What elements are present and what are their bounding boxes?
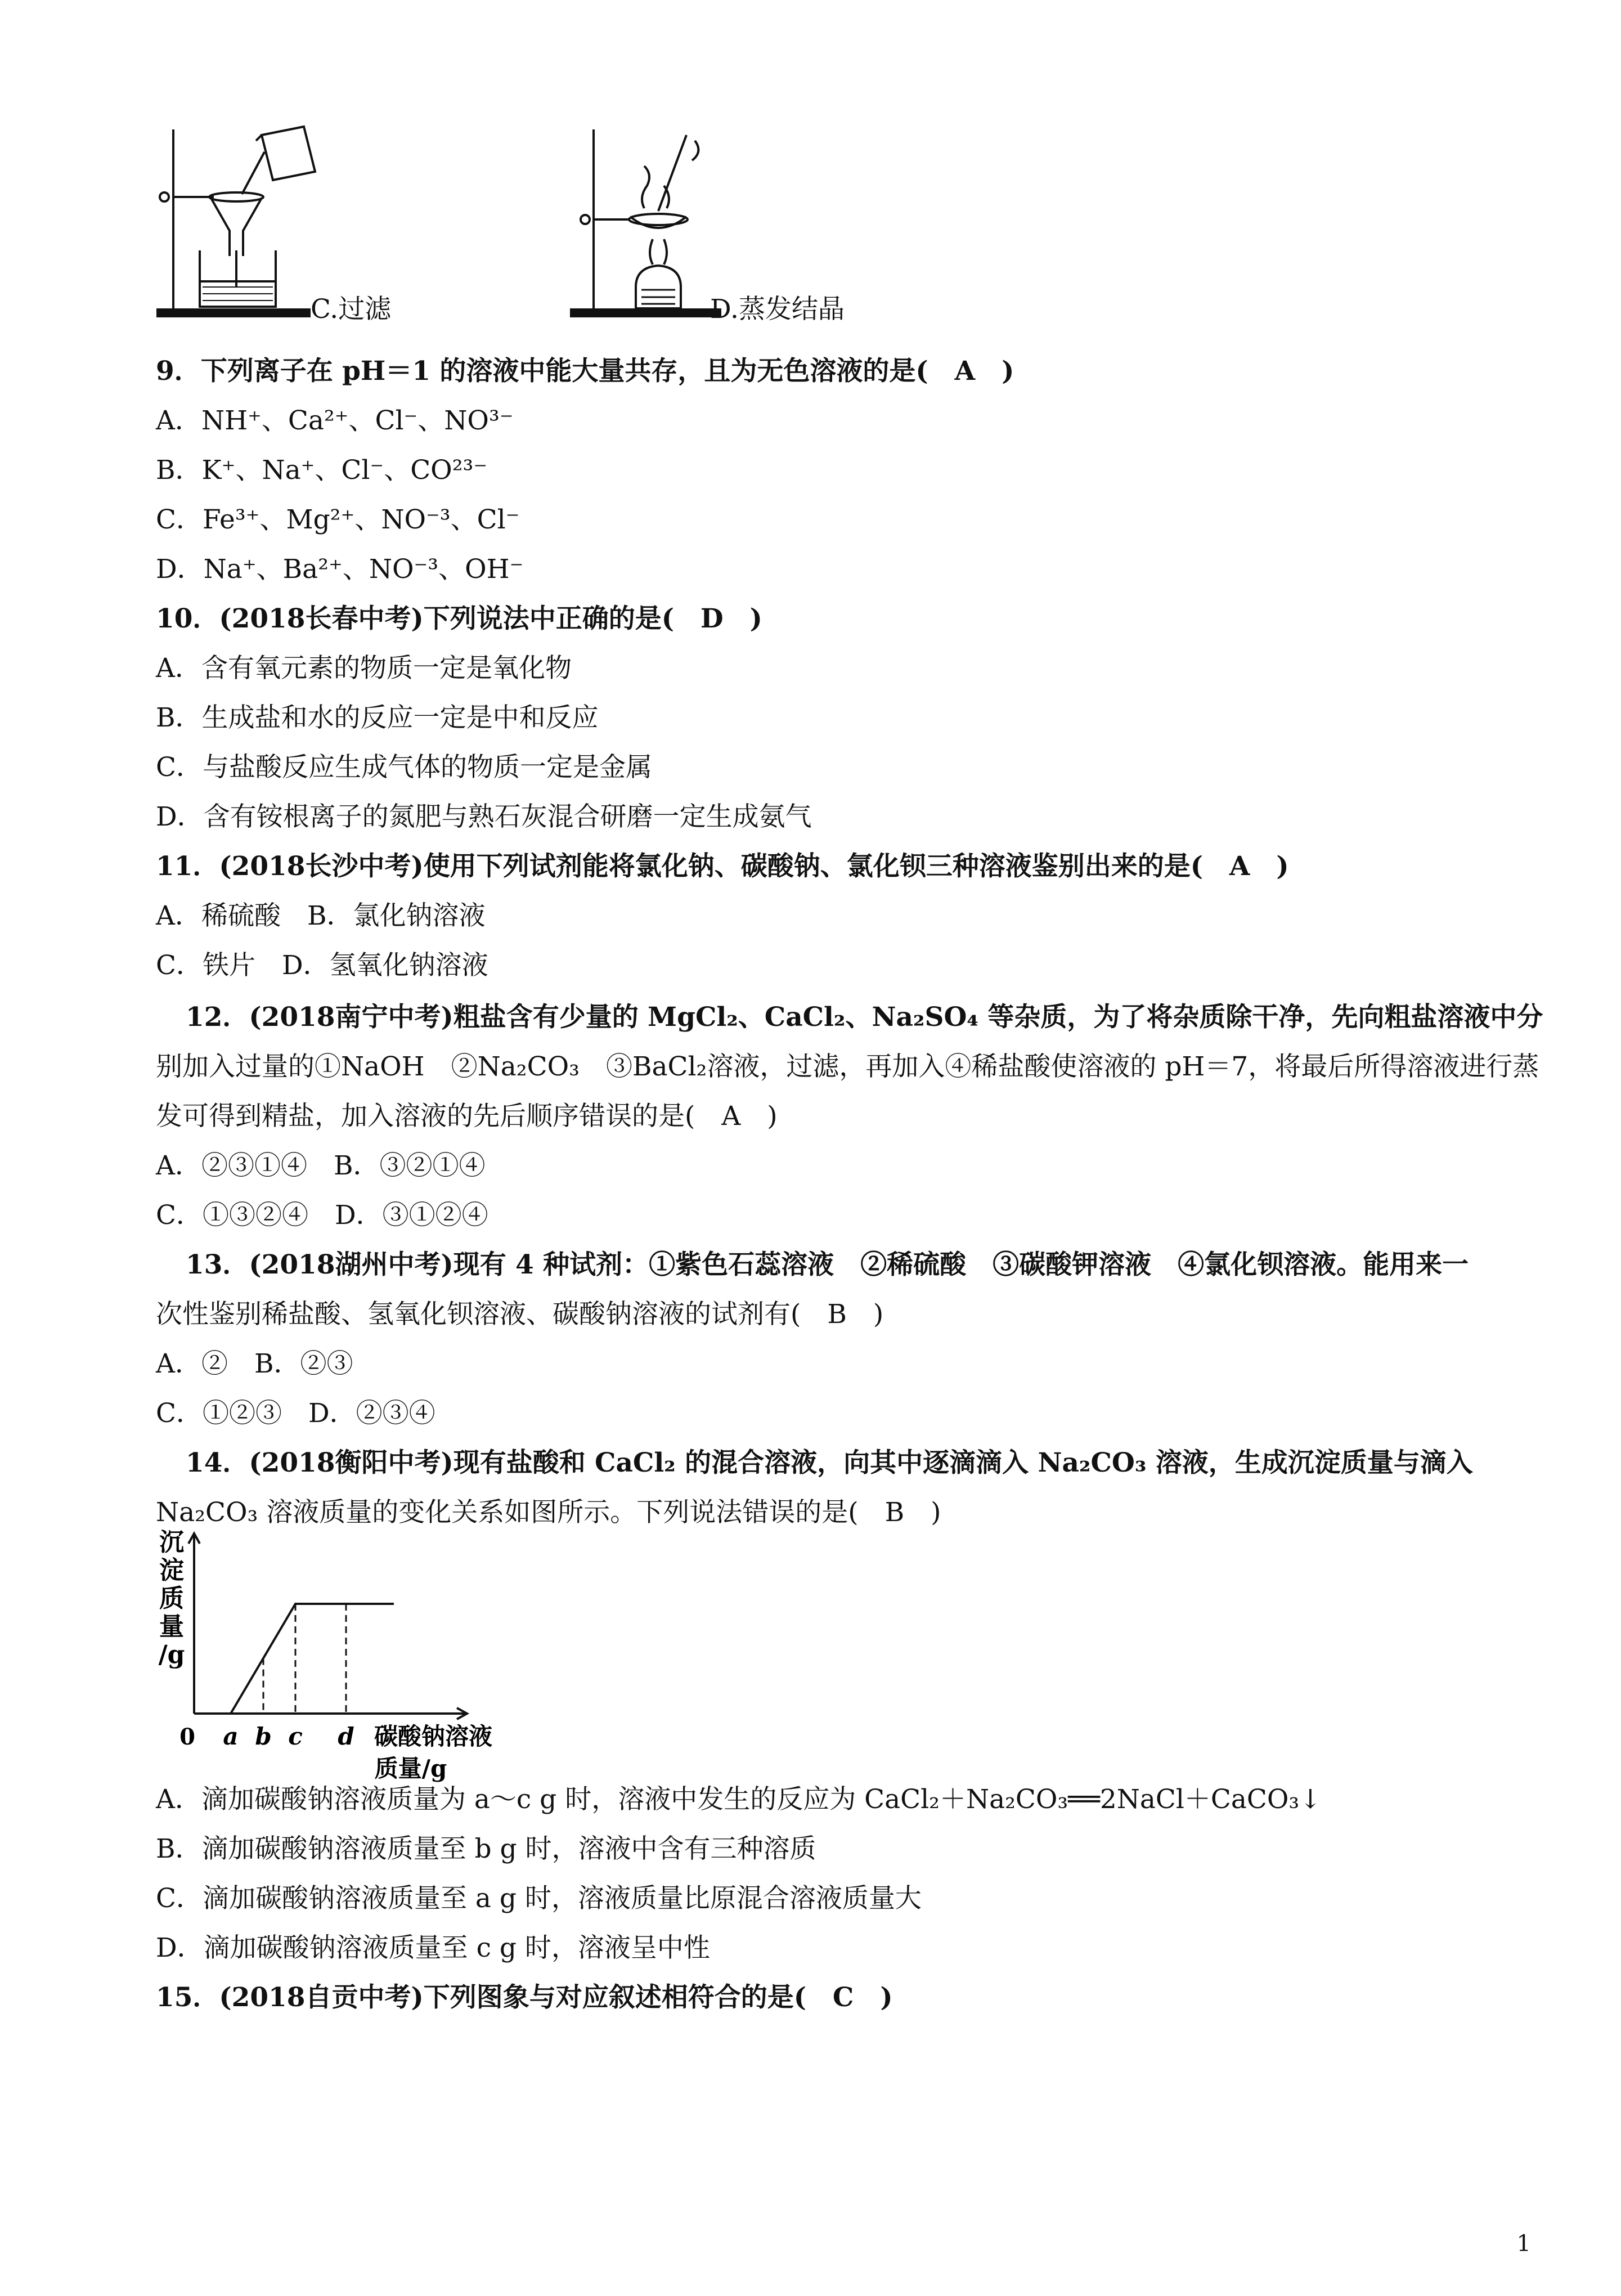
x-tick-label-c: c (288, 1723, 303, 1750)
question-10-stem: 10．(2018长春中考)下列说法中正确的是( D ) (156, 603, 762, 634)
evaporation-figure (568, 118, 731, 321)
question-9-option-b: B．K⁺、Na⁺、Cl⁻、CO²³⁻ (156, 455, 488, 486)
question-10-option-b: B．生成盐和水的反应一定是中和反应 (156, 702, 599, 733)
question-12-options-cd: C．①③②④ D．③①②④ (156, 1200, 488, 1231)
question-14-option-b: B．滴加碳酸钠溶液质量至 b g 时，溶液中含有三种溶质 (156, 1833, 816, 1864)
y-axis-label: 沉 (159, 1528, 184, 1557)
question-12-line-1: 12．(2018南宁中考)粗盐含有少量的 MgCl₂、CaCl₂、Na₂SO₄ 等杂质，为了将杂质除干净，先向粗盐溶液中分 (186, 1002, 1543, 1033)
page-number: 1 (1516, 2231, 1531, 2257)
origin-label: 0 (179, 1724, 195, 1750)
precipitate-series-line (194, 1604, 394, 1714)
question-14-option-d: D．滴加碳酸钠溶液质量至 c g 时，溶液呈中性 (156, 1932, 710, 1963)
question-13-options-ab: A．② B．②③ (156, 1348, 353, 1379)
question-15-stem: 15．(2018自贡中考)下列图象与对应叙述相符合的是( C ) (156, 1982, 893, 2013)
question-13-line-1: 13．(2018湖州中考)现有 4 种试剂：①紫色石蕊溶液 ②稀硫酸 ③碳酸钾溶液 ④氯化钡溶液。能用来一 (186, 1249, 1469, 1280)
y-axis-label: 淀 (159, 1556, 184, 1585)
question-11-options-ab: A．稀硫酸 B．氯化钠溶液 (156, 900, 486, 931)
figure-c-caption: C.过滤 (311, 294, 392, 325)
question-10-option-d: D．含有铵根离子的氮肥与熟石灰混合研磨一定生成氨气 (156, 801, 812, 832)
question-14-line-1: 14．(2018衡阳中考)现有盐酸和 CaCl₂ 的混合溶液，向其中逐滴滴入 Na₂CO₃ 溶液，生成沉淀质量与滴入 (186, 1447, 1473, 1478)
y-axis-label: 质 (159, 1584, 184, 1613)
x-axis-label-line-1: 碳酸钠溶液 (374, 1723, 493, 1750)
question-13-line-2: 次性鉴别稀盐酸、氢氧化钡溶液、碳酸钠溶液的试剂有( B ) (156, 1299, 884, 1330)
question-12-line-3: 发可得到精盐，加入溶液的先后顺序错误的是( A ) (156, 1101, 778, 1132)
question-9-option-a: A．NH⁺、Ca²⁺、Cl⁻、NO³⁻ (156, 405, 514, 436)
x-tick-label-d: d (338, 1723, 354, 1750)
x-axis-label-line-2: 质量/g (374, 1755, 447, 1782)
question-10-option-a: A．含有氧元素的物质一定是氧化物 (156, 653, 572, 684)
question-11-stem: 11．(2018长沙中考)使用下列试剂能将氯化钠、碳酸钠、氯化钡三种溶液鉴别出来的是( A ) (156, 851, 1289, 882)
question-12-options-ab: A．②③①④ B．③②①④ (156, 1150, 486, 1181)
y-axis-label: 量 (159, 1612, 184, 1641)
filtration-figure (152, 118, 321, 321)
question-13-options-cd: C．①②③ D．②③④ (156, 1398, 435, 1429)
figure-d-caption: D.蒸发结晶 (710, 294, 845, 325)
question-14-option-c: C．滴加碳酸钠溶液质量至 a g 时，溶液质量比原混合溶液质量大 (156, 1883, 922, 1914)
question-14-line-2: Na₂CO₃ 溶液质量的变化关系如图所示。下列说法错误的是( B ) (156, 1497, 941, 1528)
question-14-option-a: A．滴加碳酸钠溶液质量为 a～c g 时，溶液中发生的反应为 CaCl₂＋Na₂CO₃══2NaCl＋CaCO₃↓ (156, 1784, 1322, 1815)
question-9-stem: 9．下列离子在 pH＝1 的溶液中能大量共存，且为无色溶液的是( A ) (156, 356, 1014, 387)
question-9-option-d: D．Na⁺、Ba²⁺、NO⁻³、OH⁻ (156, 554, 524, 585)
question-11-options-cd: C．铁片 D．氢氧化钠溶液 (156, 950, 488, 981)
precipitate-mass-chart (152, 1528, 512, 1787)
x-tick-label-a: a (223, 1723, 239, 1750)
question-10-option-c: C．与盐酸反应生成气体的物质一定是金属 (156, 752, 652, 783)
question-12-line-2: 别加入过量的①NaOH ②Na₂CO₃ ③BaCl₂溶液，过滤，再加入④稀盐酸使溶液的 pH＝7，将最后所得溶液进行蒸 (156, 1051, 1539, 1082)
question-9-option-c: C．Fe³⁺、Mg²⁺、NO⁻³、Cl⁻ (156, 504, 520, 535)
x-tick-label-b: b (255, 1723, 272, 1750)
y-axis-label: /g (158, 1640, 185, 1669)
